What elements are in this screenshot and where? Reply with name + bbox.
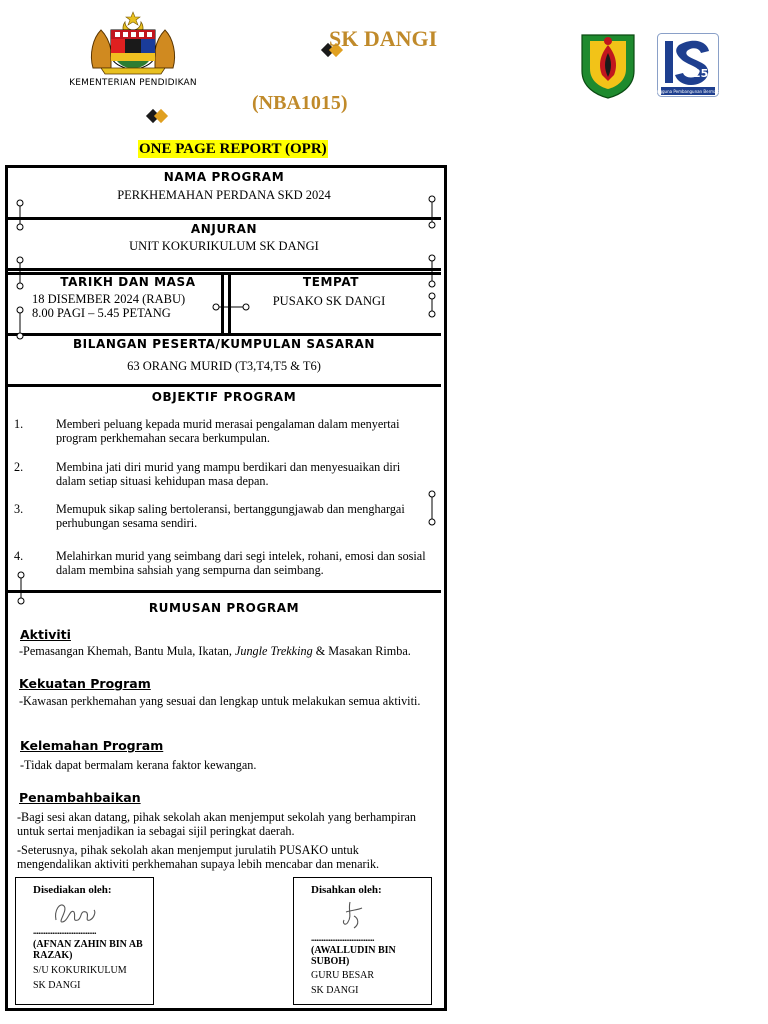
anniversary-25-logo: [652, 33, 724, 102]
prepared-by-box: [15, 877, 154, 1005]
strength-heading: Kekuatan Program: [19, 676, 151, 691]
weakness-heading: Kelemahan Program: [20, 738, 164, 753]
improvement-text: -Bagi sesi akan datang, pihak sekolah akan menjemput sekolah yang berhampiran untuk sertai menjadikan ia sebagai sijil peringkat daerah.: [17, 810, 417, 838]
resize-handle-icon[interactable]: [15, 256, 25, 290]
signature-approved-icon: [336, 898, 370, 932]
organizer-value: UNIT KOKURIKULUM SK DANGI: [129, 239, 319, 253]
resize-handle-icon[interactable]: [427, 490, 437, 526]
resize-handle-icon[interactable]: [212, 302, 250, 312]
objective-number: 4.: [14, 549, 24, 563]
objective-text: Melahirkan murid yang seimbang dari segi intelek, rohani, emosi dan sosial dalam membina sahsiah yang sempurna dan seimbang.: [56, 549, 426, 577]
participants-label: BILANGAN PESERTA/KUMPULAN SASARAN: [72, 337, 376, 351]
signature-line: ....................................: [311, 933, 374, 943]
anniversary-25-icon: [652, 33, 724, 97]
resize-handle-icon[interactable]: [16, 571, 26, 605]
row-divider: [5, 384, 441, 387]
approved-by-name: (AWALLUDIN BIN SUBOH): [311, 945, 396, 967]
objective-text: Memupuk sikap saling bertoleransi, bertanggungjawab dan menghargai perhubungan sesama sendiri.: [56, 502, 405, 530]
row-divider: [5, 333, 441, 336]
objective-number: 2.: [14, 460, 24, 474]
coat-of-arms-icon: [87, 10, 179, 76]
weakness-text: -Tidak dapat bermalam kerana faktor kewangan.: [20, 758, 257, 772]
ministry-label: KEMENTERIAN PENDIDIKAN: [69, 78, 197, 88]
prepared-by-label: Disediakan oleh:: [33, 884, 112, 896]
improvement-heading: Penambahbaikan: [19, 790, 141, 805]
summary-title: RUMUSAN PROGRAM: [148, 601, 300, 615]
report-title: ONE PAGE REPORT (OPR): [139, 141, 327, 157]
objective-text: Memberi peluang kepada murid merasai pengalaman dalam menyertai program perkhemahan secara berkumpulan.: [56, 417, 400, 445]
logo-caption: Pengguna Pembangunan Bermakna: [652, 89, 724, 94]
activities-text-part: & Masakan Rimba.: [312, 644, 411, 658]
ministry-crest: [60, 10, 206, 88]
approved-by-box: [293, 877, 432, 1005]
datetime-label: TARIKH DAN MASA: [60, 275, 196, 289]
row-divider: [5, 217, 441, 220]
resize-handle-icon[interactable]: [427, 254, 437, 288]
scout-emblem-icon: [580, 31, 636, 99]
activities-heading: Aktiviti: [20, 627, 71, 642]
objectives-title: OBJEKTIF PROGRAM: [151, 390, 297, 404]
activities-text-part: -Pemasangan Khemah, Bantu Mula, Ikatan,: [19, 644, 235, 658]
activities-text-emphasis: Jungle Trekking: [234, 644, 313, 658]
resize-handle-icon[interactable]: [15, 199, 25, 231]
organizer-label: ANJURAN: [190, 222, 258, 236]
prepared-by-school: SK DANGI: [33, 980, 81, 991]
participants-value: 63 ORANG MURID (T3,T4,T5 & T6): [127, 359, 321, 373]
activities-text: [19, 644, 439, 658]
school-code: (NBA1015): [252, 92, 348, 114]
approved-by-school: SK DANGI: [311, 985, 359, 996]
prepared-by-name: (AFNAN ZAHIN BIN AB RAZAK): [33, 939, 143, 961]
venue-value: PUSAKO SK DANGI: [272, 294, 386, 308]
school-name: SK DANGI: [329, 26, 438, 51]
objective-number: 3.: [14, 502, 24, 516]
program-name-label: NAMA PROGRAM: [163, 170, 285, 184]
row-divider: [5, 590, 441, 593]
approved-by-label: Disahkan oleh:: [311, 884, 382, 896]
improvement-text: -Seterusnya, pihak sekolah akan menjemput jurulatih PUSAKO untuk mengendalikan aktiviti perkhemahan supaya lebih mencabar dan menarik.: [17, 843, 380, 871]
logo-number: 25: [693, 67, 709, 80]
resize-handle-icon[interactable]: [427, 195, 437, 229]
date-value: 18 DISEMBER 2024 (RABU): [32, 292, 186, 306]
venue-label: TEMPAT: [302, 275, 360, 289]
scout-badge-logo: [580, 31, 636, 104]
approved-by-position: GURU BESAR: [311, 970, 375, 981]
program-name-value: PERKHEMAHAN PERDANA SKD 2024: [117, 188, 331, 202]
prepared-by-position: S/U KOKURIKULUM: [33, 965, 127, 976]
row-divider: [5, 268, 441, 271]
resize-handle-icon[interactable]: [427, 292, 437, 318]
strength-text: -Kawasan perkhemahan yang sesuai dan lengkap untuk melakukan semua aktiviti.: [19, 694, 421, 708]
objective-text: Membina jati diri murid yang mampu berdikari dan menyesuaikan diri dalam setiap situasi kehidupan masa depan.: [56, 460, 401, 488]
resize-handle-icon[interactable]: [15, 306, 25, 340]
signature-line: ....................................: [33, 926, 96, 936]
signature-prepared-icon: [50, 898, 100, 928]
objective-number: 1.: [14, 417, 24, 431]
time-value: 8.00 PAGI – 5.45 PETANG: [32, 306, 171, 320]
